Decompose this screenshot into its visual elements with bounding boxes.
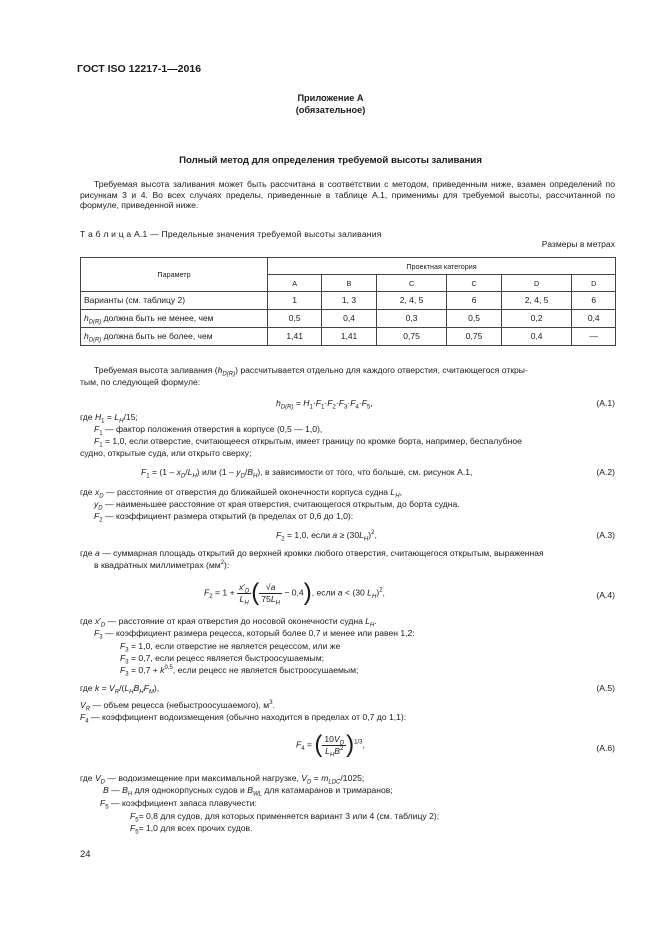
table-cell: 0,5 xyxy=(447,310,501,328)
equation-number: (A.3) xyxy=(596,530,615,540)
definition-f4: $F_4$ — коэффициент водоизмещения (обычно находится в пределах от 0,7 до 1,1): xyxy=(80,712,407,725)
units-note: Размеры в метрах xyxy=(541,239,615,249)
table-cell: 0,75 xyxy=(376,328,447,346)
page-number: 24 xyxy=(80,849,91,860)
table-row xyxy=(81,310,616,328)
equation-number: (A.4) xyxy=(596,590,615,600)
table-cell: 0,5 xyxy=(268,310,322,328)
definition-f3-c: $F_3 = 0,7 + k^{0,5}$, если рецесс не является быстроосушаемым; xyxy=(120,665,359,678)
formula-a5: где $k = V_R/(L_HB_HF_M)$, xyxy=(80,683,160,696)
table-category: A xyxy=(268,275,322,292)
table-cell: 0,4 xyxy=(501,328,572,346)
definition-f5-b: $F_5= 1,0$ для всех прочих судов. xyxy=(130,823,253,836)
formula-a6: $F_4$ = ( $\frac{10V_D}{L_HB^2}$ )$^{1/3}$, xyxy=(296,731,365,759)
appendix-title: Приложение А xyxy=(297,93,364,103)
definition-f3: $F_3$ — коэффициент размера рецесса, который более 0,7 и менее или равен 1,2: xyxy=(94,628,415,641)
table-cell: 0,4 xyxy=(322,310,376,328)
table-cell: 0,3 xyxy=(376,310,447,328)
table-cell: 2, 4, 5 xyxy=(376,292,447,310)
table-cell: — xyxy=(572,328,616,346)
table-category: D xyxy=(501,275,572,292)
definition-f5-a: $F_5= 0,8$ для судов, для которых применяется вариант 3 или 4 (см. таблицу 2); xyxy=(130,811,440,824)
table-cell: 1 xyxy=(268,292,322,310)
definition-yd: $y_D$ — наименьшее расстояние от края отверстия, считающегося открытым, до борта судна. xyxy=(94,499,460,512)
table-cell: 1, 3 xyxy=(322,292,376,310)
definition-f2: $F_2$ — коэффициент размера открытий (в пределах от 0,6 до 1,0): xyxy=(94,511,354,524)
definition-f5: $F_5$ — коэффициент запаса плавучести: xyxy=(100,798,257,811)
table-cell: 0,4 xyxy=(572,310,616,328)
definition-xpd: где $x'_D$ — расстояние от края отверстия до носовой оконечности судна $L_H$. xyxy=(80,616,377,629)
table-param-header: Параметр xyxy=(81,258,268,292)
paragraph-text: Требуемая высота заливания $(h_{D(R)})$ рассчитывается отдельно для каждого отверстия, считающегося откры- xyxy=(94,365,528,378)
formula-a3: $F_2 = 1,0$, если $a \ge (30L_H)^2$, xyxy=(276,530,377,543)
document-header: ГОСТ ISO 12217-1—2016 xyxy=(77,63,202,75)
definition-h1: где $H_1 = L_H/15$; xyxy=(80,412,138,425)
table-category: C xyxy=(447,275,501,292)
table-cell: 2, 4, 5 xyxy=(501,292,572,310)
paragraph-text: тым, по следующей формуле: xyxy=(80,377,201,387)
definition-a-units: в квадратных миллиметрах $(мм^2)$: xyxy=(94,560,230,570)
intro-paragraph: Требуемая высота заливания может быть рассчитана в соответствии с методом, приведенным ниже, взамен определений по рисункам 3 и 4. Во всех случаях пределы, приведенные в таблице А.1, применимы для требуемой высоты, рассчитанной по формуле, приведенной ниже. xyxy=(80,179,615,211)
definition-f1-value: $F_1 = 1,0$, если отверстие, считающееся открытым, имеет границу по кромке борта, например, беспалубное xyxy=(94,436,522,449)
table-cell: 6 xyxy=(572,292,616,310)
table-cell: 1,41 xyxy=(322,328,376,346)
section-title: Полный метод для определения требуемой высоты заливания xyxy=(179,155,482,166)
definition-b: B — $B_H$ для однокорпусных судов и $B_{WL}$ для катамаранов и тримаранов; xyxy=(103,785,393,798)
appendix-subtitle: (обязательное) xyxy=(295,105,366,115)
table-category: D xyxy=(572,275,616,292)
table-cell: 1,41 xyxy=(268,328,322,346)
definition-vd: где $V_D$ — водоизмещение при максимальной нагрузке, $V_D = m_{LDC}/1025$; xyxy=(80,773,365,786)
table-category-header: Проектная категория xyxy=(268,258,616,275)
definition-vr: $V_R$ — объем рецесса (небыстроосушаемого), $м^3$. xyxy=(80,700,275,713)
table-row xyxy=(81,292,616,310)
table-category: C xyxy=(376,275,447,292)
paragraph-text: судно, открытые суда, или открыто сверху; xyxy=(80,448,252,458)
formula-a4: $F_2 = 1$ + $\frac{x'_D}{L_H}$ ( $\frac{√a}{75L_H}$ − 0,4), если a < (30 $L_H)^2$, xyxy=(204,579,385,607)
definition-f1: $F_1$ — фактор положения отверстия в корпусе (0,5 — 1,0), xyxy=(94,424,323,437)
equation-number: (A.5) xyxy=(596,683,615,693)
formula-a2: $F_1 = (1 - x_D/L_H)$ или $(1 - y_D/B_H)$, в зависимости от того, что больше, см. рисунок А.1, xyxy=(141,467,473,480)
definition-f3-b: $F_3 = 0,7$, если рецесс является быстроосушаемым; xyxy=(120,653,325,666)
equation-number: (A.6) xyxy=(596,743,615,753)
table-row-label: Варианты (см. таблицу 2) xyxy=(81,292,268,310)
definition-f3-a: $F_3 = 1,0$, если отверстие не является рецессом, или же xyxy=(120,641,341,654)
table-row xyxy=(81,328,616,346)
limits-table xyxy=(80,257,616,346)
equation-number: (A.1) xyxy=(596,398,615,408)
definition-xd: где $x_D$ — расстояние от отверстия до ближайшей оконечности корпуса судна $L_H$, xyxy=(80,487,402,500)
table-cell: 6 xyxy=(447,292,501,310)
definition-a: где a — суммарная площадь открытий до верхней кромки любого отверстия, считающегося открытым, выраженная xyxy=(80,548,544,558)
formula-a1: $h_{D(R)} = H_1\cdot F_1\cdot F_2\cdot F_3\cdot F_4\cdot F_5$, xyxy=(276,398,373,411)
table-cell: 0,75 xyxy=(447,328,501,346)
table-category: B xyxy=(322,275,376,292)
table-cell: 0,2 xyxy=(501,310,572,328)
equation-number: (A.2) xyxy=(596,467,615,477)
table-caption: Т а б л и ц а А.1 — Предельные значения требуемой высоты заливания xyxy=(80,229,382,239)
table-row-label: $h_{D(R)}$ должна быть не более, чем xyxy=(81,328,268,346)
table-row-label: $h_{D(R)}$ должна быть не менее, чем xyxy=(81,310,268,328)
